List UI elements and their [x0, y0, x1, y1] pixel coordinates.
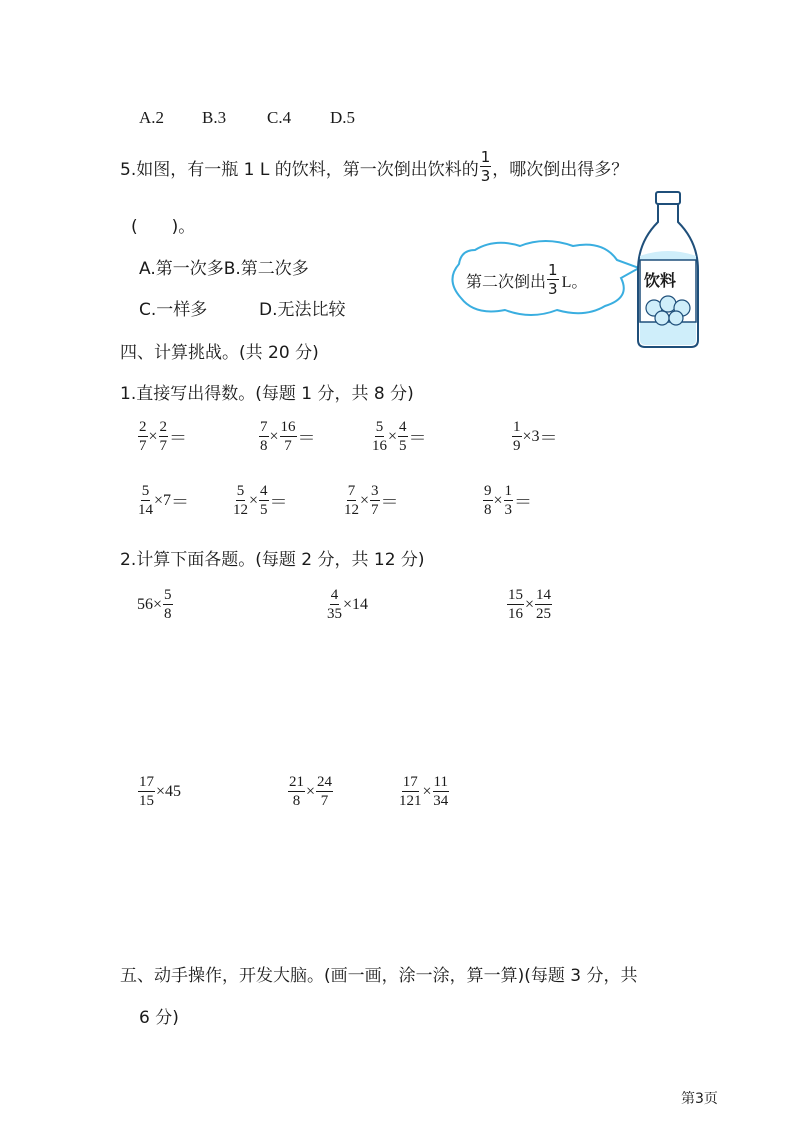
page-number: 第3页 [681, 1091, 718, 1107]
expression: $\frac{5}{16}$ × $\frac{4}{5}$ ＝ [372, 419, 427, 454]
question-5 [120, 150, 628, 184]
expression: $\frac{7}{12}$ × $\frac{3}{7}$ ＝ [344, 483, 399, 518]
expression: $\frac{4}{35}$ × 14 [327, 587, 369, 622]
option-a: A.2 [139, 108, 165, 127]
question-5-text: 5.如图，有一瓶 1 L 的饮料，第一次倒出饮料的 [120, 159, 479, 180]
part-2-title: 2.计算下面各题。(每题 2 分，共 12 分) [120, 550, 425, 570]
part-1-title: 1.直接写出得数。(每题 1 分，共 8 分) [120, 384, 414, 404]
expression: $\frac{17}{15}$ × 45 [139, 774, 182, 809]
question-5-text-end: ，哪次倒出得多？ [492, 159, 629, 180]
section-4-title: 四、计算挑战。(共 20 分) [120, 343, 319, 363]
expression: 56 × $\frac{5}{8}$ [137, 587, 172, 622]
expression: $\frac{5}{12}$ × $\frac{4}{5}$ ＝ [233, 483, 288, 518]
expression: $\frac{7}{8}$ × $\frac{16}{7}$ ＝ [260, 419, 316, 454]
section-5-title: 五、动手操作，开发大脑。(画一画，涂一涂，算一算)(每题 3 分，共 [120, 966, 638, 986]
bubble-text: 第二次倒出 $\frac{1}{3}$ L。 [466, 261, 588, 298]
q5-option-d: D.无法比较 [259, 300, 346, 320]
option-d: D.5 [330, 108, 356, 127]
expression: $\frac{17}{121}$ × $\frac{11}{34}$ [399, 774, 449, 809]
bottle-label: 饮料 [644, 271, 677, 290]
expression: $\frac{1}{9}$ × 3 ＝ [513, 419, 558, 454]
expression: $\frac{9}{8}$ × $\frac{1}{3}$ ＝ [484, 483, 533, 518]
q5-option-ab: A.第一次多B.第二次多 [139, 259, 309, 279]
option-b: B.3 [202, 108, 227, 127]
option-c: C.4 [267, 108, 292, 127]
section-5-title-cont: 6 分) [139, 1008, 179, 1028]
q5-option-c: C.一样多 [139, 300, 208, 320]
expression: $\frac{5}{14}$ × 7 ＝ [138, 483, 190, 518]
expression: $\frac{2}{7}$ × $\frac{2}{7}$ ＝ [139, 419, 188, 454]
question-5-fraction: $\frac{1}{3}$ [480, 148, 491, 185]
answer-blank: ( )。 [131, 217, 196, 237]
bubble-fraction: $\frac{1}{3}$ [548, 261, 558, 298]
expression: $\frac{21}{8}$ × $\frac{24}{7}$ [289, 774, 333, 809]
expression: $\frac{15}{16}$ × $\frac{14}{25}$ [508, 587, 552, 622]
